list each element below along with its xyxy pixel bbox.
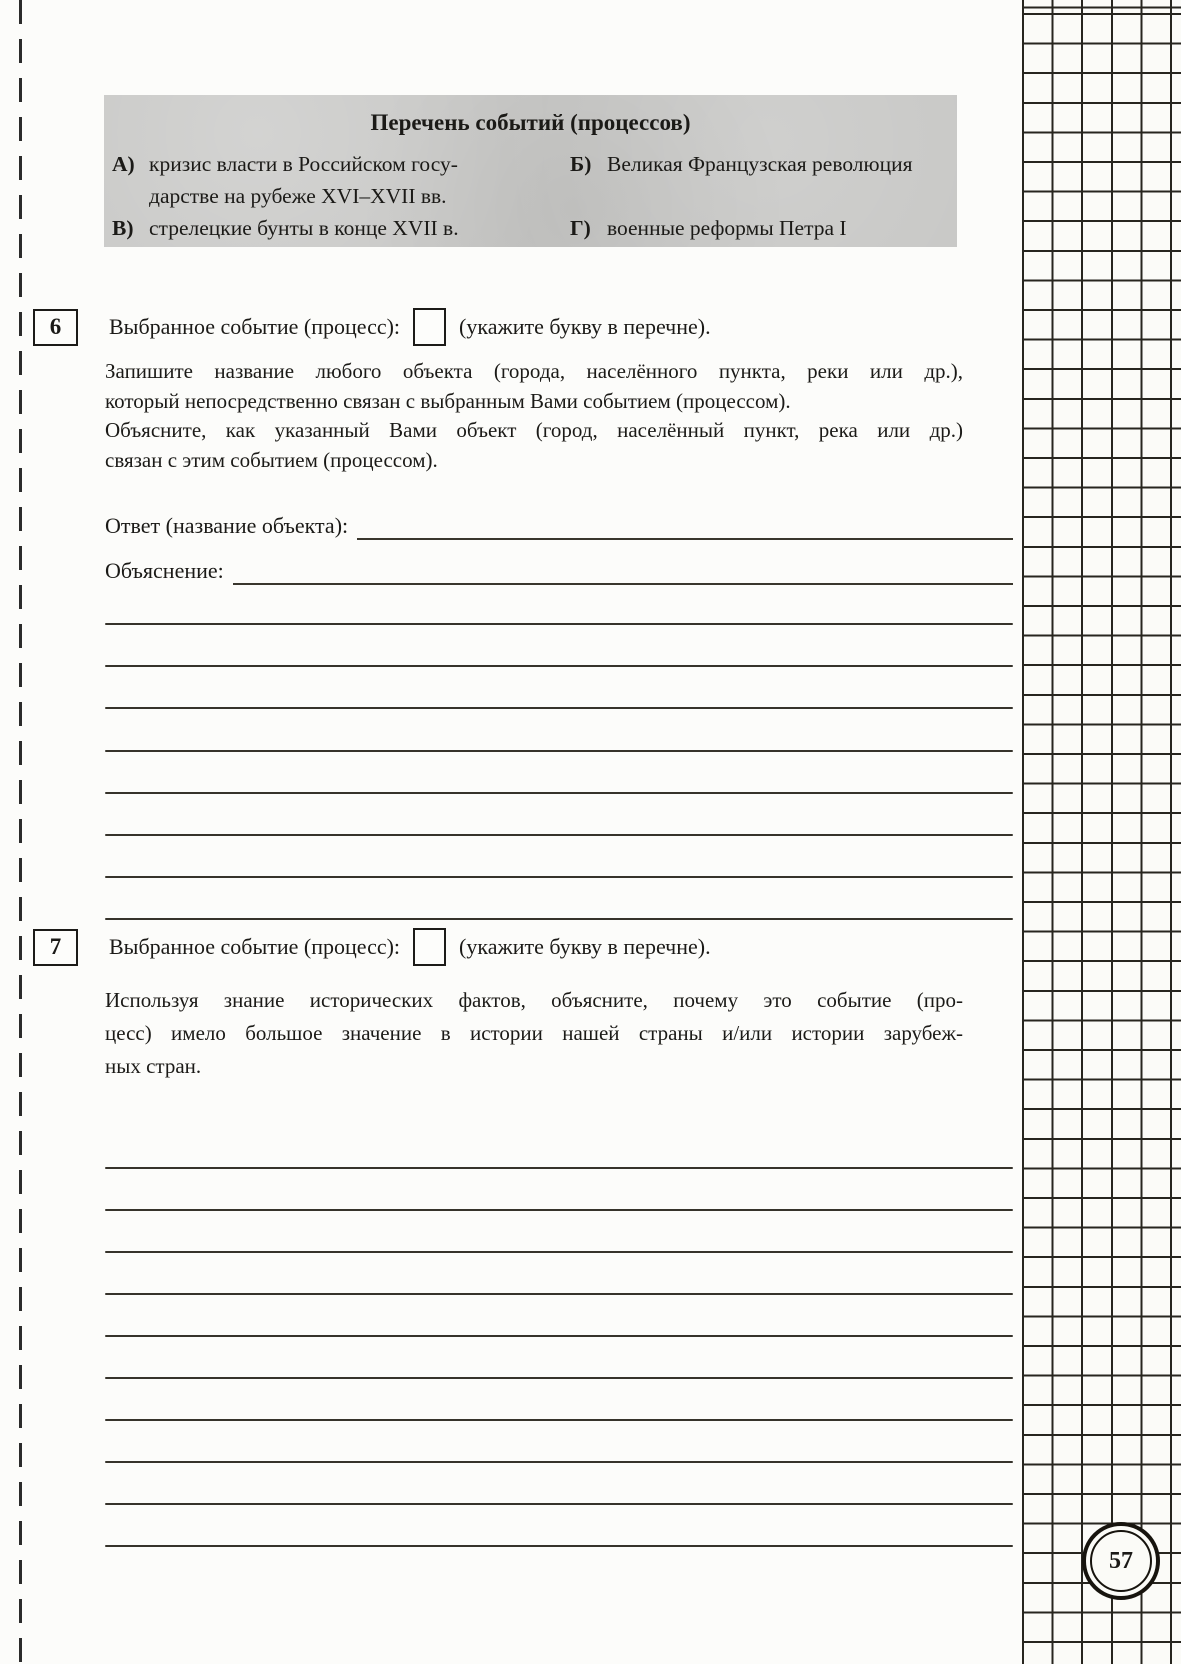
question-6-hint: (укажите букву в перечне). bbox=[459, 314, 711, 339]
answer-line[interactable] bbox=[105, 834, 1013, 836]
answer-line[interactable] bbox=[105, 1293, 1013, 1295]
event-option-a-line2: дарстве на рубеже XVI–XVII вв. bbox=[149, 184, 447, 208]
event-option-a-letter: А) bbox=[112, 152, 135, 176]
events-list-panel bbox=[104, 95, 957, 247]
question-6-answer-lines bbox=[105, 0, 1013, 1664]
question-6-letter-input-box[interactable] bbox=[413, 308, 446, 346]
answer-line[interactable] bbox=[105, 1335, 1013, 1337]
task-text-line: Используя знание исторических фактов, объясните, почему это событие (про- bbox=[105, 988, 963, 1012]
question-6-task-text bbox=[105, 357, 963, 475]
answer-line[interactable] bbox=[105, 1167, 1013, 1169]
events-column-left bbox=[112, 148, 570, 244]
explanation-line[interactable] bbox=[233, 557, 1013, 585]
answer-line[interactable] bbox=[105, 1545, 1013, 1547]
event-option-g-letter: Г) bbox=[570, 216, 591, 240]
event-option-v-text: стрелецкие бунты в конце XVII в. bbox=[149, 216, 459, 240]
event-option-v-letter: В) bbox=[112, 216, 134, 240]
answer-line[interactable] bbox=[105, 623, 1013, 625]
answer-line[interactable] bbox=[105, 1461, 1013, 1463]
events-column-right bbox=[570, 148, 957, 244]
answer-name-row bbox=[105, 510, 1013, 540]
event-option-a bbox=[112, 148, 570, 212]
explanation-row bbox=[105, 555, 1013, 585]
event-option-b-letter: Б) bbox=[570, 152, 592, 176]
answer-line[interactable] bbox=[105, 707, 1013, 709]
question-7-answer-lines bbox=[105, 0, 1013, 1664]
question-6-selected-event-label: Выбранное событие (процесс): bbox=[109, 314, 401, 339]
event-option-v bbox=[112, 212, 570, 244]
event-option-b bbox=[570, 148, 957, 180]
task-text-line: Объясните, как указанный Вами объект (город, населённый пункт, река или др.) bbox=[105, 418, 963, 442]
event-option-g-text: военные реформы Петра I bbox=[607, 216, 847, 240]
answer-name-label: Ответ (название объекта): bbox=[105, 513, 349, 538]
event-option-b-text: Великая Французская революция bbox=[607, 152, 913, 176]
question-7-header bbox=[33, 927, 711, 967]
answer-line[interactable] bbox=[105, 876, 1013, 878]
question-7-letter-input-box[interactable] bbox=[413, 928, 446, 966]
answer-line[interactable] bbox=[105, 1251, 1013, 1253]
task-text-line: Запишите название любого объекта (города, населённого пункта, реки или др.), bbox=[105, 359, 963, 383]
task-text-line: связан с этим событием (процессом). bbox=[105, 447, 438, 472]
question-7-selected-event-label: Выбранное событие (процесс): bbox=[109, 934, 401, 959]
question-7-hint: (укажите букву в перечне). bbox=[459, 934, 711, 959]
page-number: 57 bbox=[1090, 1530, 1152, 1592]
answer-line[interactable] bbox=[105, 792, 1013, 794]
question-6-header bbox=[33, 307, 711, 347]
answer-line[interactable] bbox=[105, 665, 1013, 667]
answer-line[interactable] bbox=[105, 750, 1013, 752]
question-7-task-text bbox=[105, 984, 963, 1083]
answer-line[interactable] bbox=[105, 1209, 1013, 1211]
answer-name-line[interactable] bbox=[357, 512, 1013, 540]
explanation-label: Объяснение: bbox=[105, 558, 224, 583]
events-columns bbox=[104, 148, 957, 244]
answer-line[interactable] bbox=[105, 1503, 1013, 1505]
cut-dashed-line bbox=[19, 0, 22, 1664]
answer-line[interactable] bbox=[105, 1377, 1013, 1379]
events-list-title: Перечень событий (процессов) bbox=[370, 110, 691, 135]
answer-line[interactable] bbox=[105, 1419, 1013, 1421]
event-option-g bbox=[570, 212, 957, 244]
event-option-a-line1: кризис власти в Российском госу- bbox=[149, 152, 458, 176]
squared-paper-margin bbox=[1022, 0, 1181, 1664]
question-7-number-box: 7 bbox=[33, 929, 78, 966]
task-text-line: который непосредственно связан с выбранным Вами событием (процессом). bbox=[105, 388, 791, 413]
task-text-line: ных стран. bbox=[105, 1054, 202, 1078]
question-6-number-box: 6 bbox=[33, 309, 78, 346]
task-text-line: цесс) имело большое значение в истории нашей страны и/или истории зарубеж- bbox=[105, 1021, 963, 1045]
answer-line[interactable] bbox=[105, 918, 1013, 920]
event-option-a-text bbox=[149, 148, 570, 212]
page-number-roundel bbox=[1082, 1522, 1160, 1600]
